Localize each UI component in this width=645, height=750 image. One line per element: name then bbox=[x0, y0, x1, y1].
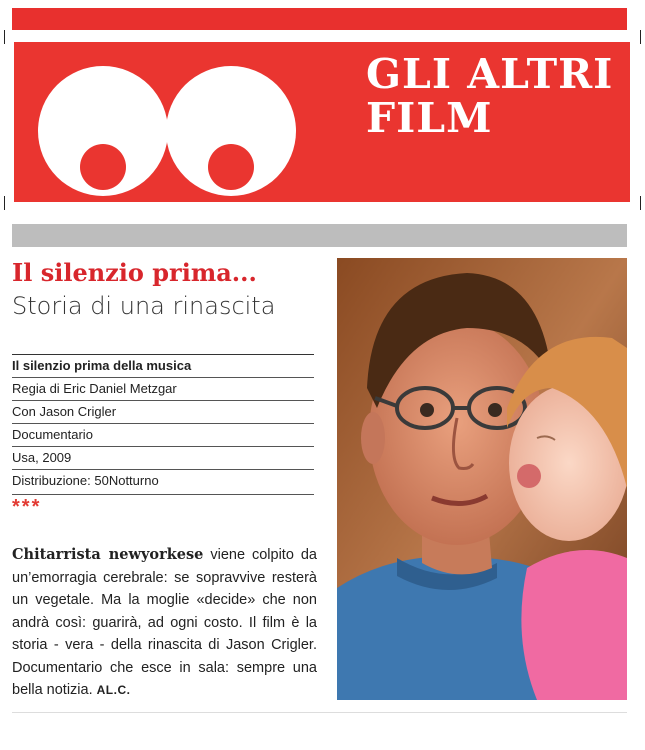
section-title: GLI ALTRI FILM bbox=[366, 50, 614, 142]
section-banner bbox=[14, 42, 630, 202]
body-lead: Chitarrista newyorkese bbox=[12, 546, 204, 563]
bottom-rule bbox=[12, 712, 627, 713]
credit-country-year: Usa, 2009 bbox=[12, 446, 314, 469]
crop-mark-right bbox=[640, 30, 641, 44]
film-credits bbox=[12, 354, 314, 492]
gray-divider-bar bbox=[12, 224, 627, 247]
crop-mark-left bbox=[4, 30, 5, 44]
left-pupil bbox=[80, 144, 126, 190]
article-photo bbox=[337, 258, 627, 700]
top-red-bar bbox=[12, 8, 627, 30]
article-subtitle: Storia di una rinascita bbox=[12, 292, 276, 320]
star-rating: *** bbox=[12, 494, 314, 517]
article-title: Il silenzio prima... bbox=[12, 258, 257, 287]
credit-distribution: Distribuzione: 50Notturno bbox=[12, 469, 314, 492]
credit-director: Regia di Eric Daniel Metzgar bbox=[12, 377, 314, 400]
right-eye bbox=[166, 66, 296, 196]
credit-cast: Con Jason Crigler bbox=[12, 400, 314, 423]
photo-illustration bbox=[337, 258, 627, 700]
crop-mark-left-low bbox=[4, 196, 5, 210]
credit-genre: Documentario bbox=[12, 423, 314, 446]
body-text: viene colpito da un’emorragia cerebrale: se sopravvive resterà un vegetale. Ma la moglie «decide» che non andrà così: guarirà, ad ogni costo. Il film è la storia - vera - della rinascita di Jason Crigler. Documentario che esce in sala: sempre una bella notizia. bbox=[12, 547, 317, 698]
right-pupil bbox=[208, 144, 254, 190]
article-body bbox=[12, 544, 317, 702]
left-eye bbox=[38, 66, 168, 196]
credit-film-title: Il silenzio prima della musica bbox=[12, 354, 314, 377]
author-signature: AL.C. bbox=[96, 683, 131, 697]
crop-mark-right-low bbox=[640, 196, 641, 210]
